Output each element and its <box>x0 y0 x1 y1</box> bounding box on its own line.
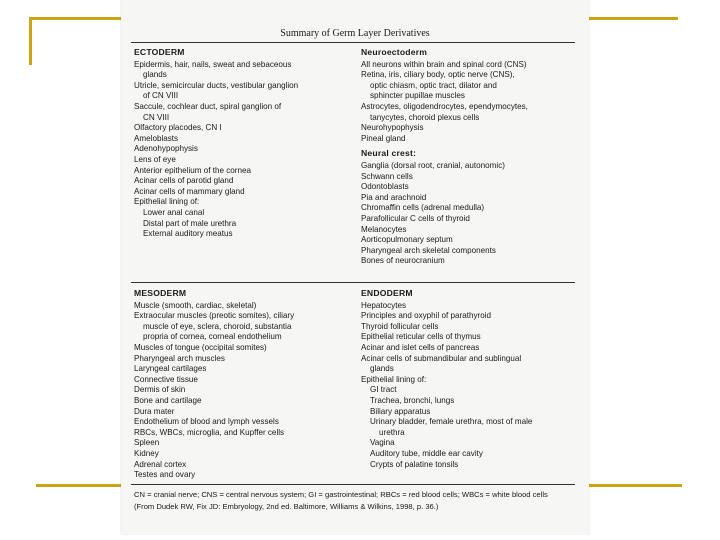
list-item: Testes and ovary <box>134 470 196 480</box>
list-item: Acinar cells of submandibular and sublingual <box>361 353 522 363</box>
list-item: Connective tissue <box>134 374 198 384</box>
table-title: Summary of Germ Layer Derivatives <box>280 28 430 39</box>
ectoderm-section <box>134 47 359 240</box>
list-item: GI tract <box>370 385 397 395</box>
neural-crest-list <box>361 161 586 267</box>
list-item: Muscle (smooth, cardiac, skeletal) <box>134 300 257 310</box>
ectoderm-heading: ECTODERM <box>134 47 185 57</box>
list-item: Acinar cells of parotid gland <box>134 176 234 186</box>
scanned-table-page <box>121 0 589 534</box>
list-item: All neurons within brain and spinal cord (CNS) <box>361 59 527 69</box>
list-item: Hepatocytes <box>361 300 406 310</box>
list-item: Pia and arachnoid <box>361 192 427 202</box>
list-item: Anterior epithelium of the cornea <box>134 165 251 175</box>
list-item: Lens of eye <box>134 154 176 164</box>
list-item: Epidermis, hair, nails, sweat and sebaceous <box>134 59 292 69</box>
list-item: Epithelial reticular cells of thymus <box>361 332 481 342</box>
list-item: Pineal gland <box>361 133 406 143</box>
list-item: Retina, iris, ciliary body, optic nerve (CNS), <box>361 70 515 80</box>
list-item: Biliary apparatus <box>370 406 431 416</box>
list-item: Utricle, semicircular ducts, vestibular ganglion <box>134 80 299 90</box>
neuroectoderm-section <box>361 47 586 267</box>
list-item: Spleen <box>134 438 160 448</box>
table-rule-middle <box>131 282 575 283</box>
endoderm-section <box>361 288 586 470</box>
list-item: Thyroid follicular cells <box>361 321 439 331</box>
list-item: Olfactory placodes, CN I <box>134 123 222 133</box>
list-item: Distal part of male urethra <box>143 218 237 228</box>
list-item: urethra <box>379 427 405 437</box>
list-item: tanycytes, choroid plexus cells <box>370 112 480 122</box>
table-footnote <box>134 490 578 511</box>
list-item: Lower anal canal <box>143 207 205 217</box>
list-item: Muscles of tongue (occipital somites) <box>134 342 267 352</box>
list-item: Acinar cells of mammary gland <box>134 186 245 196</box>
list-item: glands <box>143 70 167 80</box>
list-item: Acinar and islet cells of pancreas <box>361 342 480 352</box>
table-rule-bottom <box>131 484 575 485</box>
slide-left-rule <box>29 17 32 65</box>
mesoderm-heading: MESODERM <box>134 288 187 298</box>
list-item: RBCs, WBCs, microglia, and Kupffer cells <box>134 427 285 437</box>
list-item: Astrocytes, oligodendrocytes, ependymocytes, <box>361 101 528 111</box>
list-item: Laryngeal cartilages <box>134 364 207 374</box>
neural-crest-heading: Neural crest: <box>361 148 417 159</box>
list-item: Trachea, bronchi, lungs <box>370 395 455 405</box>
mesoderm-section <box>134 288 359 481</box>
list-item: Bone and cartilage <box>134 395 202 405</box>
footnote-abbreviations: CN = cranial nerve; CNS = central nervous system; GI = gastrointestinal; RBCs = red blood cells; WBCs = white blood cells <box>134 490 548 499</box>
list-item: Dura mater <box>134 406 175 416</box>
mesoderm-list <box>134 301 359 481</box>
list-item: sphincter pupillae muscles <box>370 91 465 101</box>
list-item: Adrenal cortex <box>134 459 187 469</box>
list-item: CN VIII <box>143 112 170 122</box>
neuroectoderm-heading: Neuroectoderm <box>361 47 428 57</box>
list-item: Adenohypophysis <box>134 144 198 154</box>
list-item: of CN VIII <box>143 91 179 101</box>
list-item: Endothelium of blood and lymph vessels <box>134 417 279 427</box>
list-item: Epithelial lining of: <box>361 374 427 384</box>
list-item: Crypts of palatine tonsils <box>370 459 459 469</box>
list-item: Melanocytes <box>361 224 407 234</box>
list-item: muscle of eye, sclera, choroid, substantia <box>143 321 292 331</box>
list-item: Dermis of skin <box>134 385 186 395</box>
list-item: Aorticopulmonary septum <box>361 235 453 245</box>
list-item: Pharyngeal arch muscles <box>134 353 225 363</box>
list-item: Neurohypophysis <box>361 123 424 133</box>
list-item: Parafollicular C cells of thyroid <box>361 213 470 223</box>
list-item: propria of cornea, corneal endothelium <box>143 332 282 342</box>
list-item: Kidney <box>134 448 159 458</box>
list-item: glands <box>370 364 394 374</box>
list-item: Saccule, cochlear duct, spiral ganglion of <box>134 101 282 111</box>
list-item: Odontoblasts <box>361 182 409 192</box>
list-item: External auditory meatus <box>143 229 233 239</box>
endoderm-heading: ENDODERM <box>361 288 413 298</box>
table-rule-top <box>131 42 575 43</box>
list-item: Epithelial lining of: <box>134 197 200 207</box>
neuroectoderm-list <box>361 60 586 145</box>
list-item: Extraocular muscles (preotic somites), ciliary <box>134 311 295 321</box>
list-item: Chromaffin cells (adrenal medulla) <box>361 203 485 213</box>
list-item: Ameloblasts <box>134 133 179 143</box>
list-item: Ganglia (dorsal root, cranial, autonomic) <box>361 160 505 170</box>
endoderm-list <box>361 301 586 471</box>
list-item: optic chiasm, optic tract, dilator and <box>370 80 497 90</box>
list-item: Pharyngeal arch skeletal components <box>361 245 496 255</box>
list-item: Schwann cells <box>361 171 413 181</box>
ectoderm-list <box>134 60 359 240</box>
footnote-reference: (From Dudek RW, Fix JD: Embryology, 2nd ed. Baltimore, Williams & Wilkins, 1998, p. 36.) <box>134 501 439 511</box>
list-item: Auditory tube, middle ear cavity <box>370 448 483 458</box>
list-item: Vagina <box>370 438 395 448</box>
list-item: Bones of neurocranium <box>361 256 445 266</box>
list-item: Principles and oxyphil of parathyroid <box>361 311 492 321</box>
list-item: Urinary bladder, female urethra, most of male <box>370 417 533 427</box>
